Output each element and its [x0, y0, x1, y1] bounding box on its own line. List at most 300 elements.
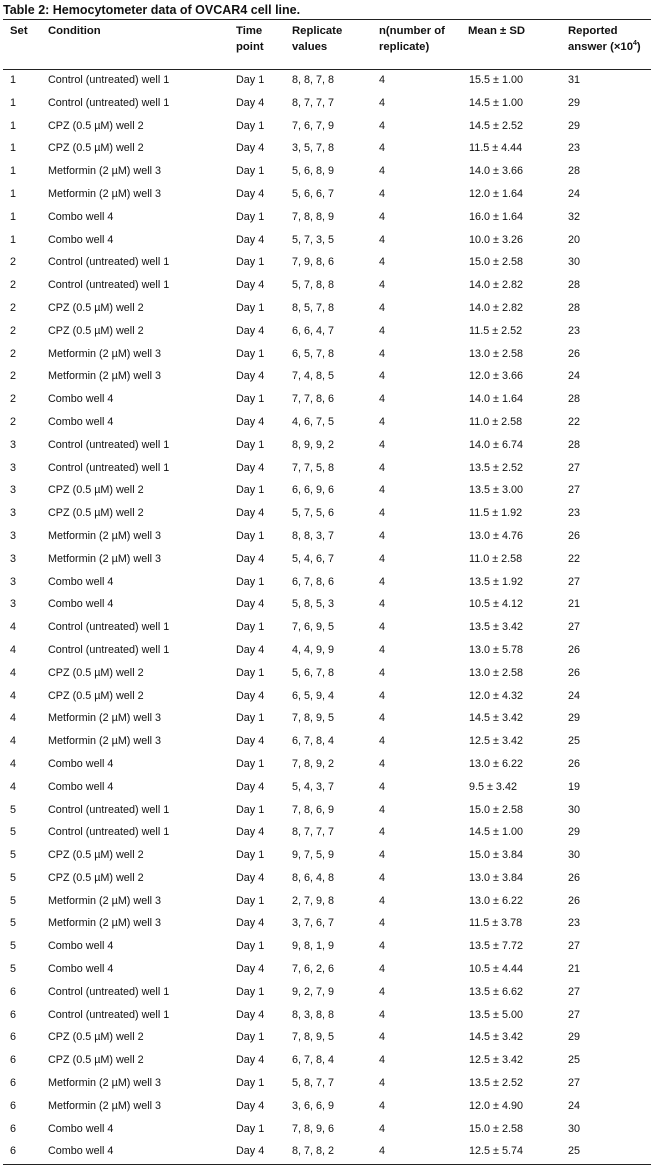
header-replicate-line2: values [292, 41, 328, 53]
cell-reported-answer: 22 [568, 552, 581, 565]
cell-n: 4 [379, 301, 386, 314]
cell-mean-sd: 13.5 ± 2.52 [469, 1077, 523, 1090]
cell-set: 4 [10, 735, 17, 748]
cell-n: 4 [379, 666, 386, 679]
cell-reported-answer: 28 [568, 393, 581, 406]
cell-reported-answer: 27 [568, 940, 581, 953]
cell-n: 4 [379, 575, 386, 588]
cell-n: 4 [379, 985, 386, 998]
cell-mean-sd: 12.0 ± 4.32 [469, 689, 523, 702]
cell-condition: Combo well 4 [48, 757, 114, 770]
cell-time-point: Day 4 [236, 871, 265, 884]
cell-n: 4 [379, 370, 386, 383]
cell-reported-answer: 28 [568, 279, 581, 292]
table-row [3, 458, 651, 481]
cell-condition: CPZ (0.5 µM) well 2 [48, 484, 144, 497]
cell-n: 4 [379, 74, 386, 86]
header-replicate-values [292, 23, 342, 55]
cell-replicate-values: 3, 6, 6, 9 [292, 1099, 335, 1112]
cell-replicate-values: 5, 7, 8, 8 [292, 279, 335, 292]
cell-replicate-values: 6, 7, 8, 4 [292, 735, 335, 748]
hemocytometer-table [3, 19, 651, 1165]
cell-reported-answer: 25 [568, 1054, 581, 1067]
cell-mean-sd: 15.0 ± 2.58 [469, 803, 523, 816]
cell-mean-sd: 10.5 ± 4.44 [469, 963, 523, 976]
table-row [3, 822, 651, 845]
cell-n: 4 [379, 849, 386, 862]
cell-n: 4 [379, 1145, 386, 1158]
cell-set: 3 [10, 461, 17, 474]
table-row [3, 594, 651, 617]
cell-time-point: Day 4 [236, 1099, 265, 1112]
cell-set: 1 [10, 119, 17, 132]
table-row [3, 800, 651, 823]
cell-mean-sd: 15.5 ± 1.00 [469, 74, 523, 86]
cell-set: 6 [10, 1145, 17, 1158]
cell-condition: Combo well 4 [48, 963, 114, 976]
cell-mean-sd: 13.0 ± 2.58 [469, 666, 523, 679]
table-row [3, 754, 651, 777]
table-row [3, 1027, 651, 1050]
cell-set: 3 [10, 438, 17, 451]
cell-set: 6 [10, 1031, 17, 1044]
cell-time-point: Day 4 [236, 643, 265, 656]
cell-reported-answer: 23 [568, 324, 581, 337]
cell-reported-answer: 27 [568, 985, 581, 998]
cell-condition: Combo well 4 [48, 780, 114, 793]
cell-time-point: Day 1 [236, 119, 265, 132]
cell-condition: Combo well 4 [48, 415, 114, 428]
table-row [3, 913, 651, 936]
cell-time-point: Day 4 [236, 96, 265, 109]
cell-condition: CPZ (0.5 µM) well 2 [48, 142, 144, 155]
cell-condition: Combo well 4 [48, 393, 114, 406]
cell-mean-sd: 12.5 ± 3.42 [469, 735, 523, 748]
cell-time-point: Day 4 [236, 187, 265, 200]
cell-set: 2 [10, 347, 17, 360]
cell-set: 2 [10, 370, 17, 383]
cell-condition: CPZ (0.5 µM) well 2 [48, 324, 144, 337]
cell-n: 4 [379, 1077, 386, 1090]
cell-condition: CPZ (0.5 µM) well 2 [48, 507, 144, 520]
cell-reported-answer: 26 [568, 347, 581, 360]
cell-mean-sd: 12.0 ± 3.66 [469, 370, 523, 383]
cell-reported-answer: 25 [568, 1145, 581, 1158]
cell-time-point: Day 4 [236, 780, 265, 793]
cell-n: 4 [379, 119, 386, 132]
cell-time-point: Day 1 [236, 1031, 265, 1044]
cell-n: 4 [379, 871, 386, 884]
cell-reported-answer: 29 [568, 1031, 581, 1044]
cell-condition: Control (untreated) well 1 [48, 1008, 170, 1021]
cell-time-point: Day 4 [236, 233, 265, 246]
header-time-point-line1: Time [236, 25, 263, 37]
table-row [3, 389, 651, 412]
cell-condition: Metformin (2 µM) well 3 [48, 370, 162, 383]
cell-replicate-values: 9, 7, 5, 9 [292, 849, 335, 862]
cell-condition: Control (untreated) well 1 [48, 96, 170, 109]
cell-mean-sd: 14.5 ± 1.00 [469, 96, 523, 109]
table-row [3, 617, 651, 640]
cell-set: 1 [10, 96, 17, 109]
cell-condition: CPZ (0.5 µM) well 2 [48, 849, 144, 862]
table-row [3, 412, 651, 435]
cell-replicate-values: 2, 7, 9, 8 [292, 894, 335, 907]
cell-set: 5 [10, 849, 17, 862]
cell-condition: CPZ (0.5 µM) well 2 [48, 119, 144, 132]
cell-reported-answer: 24 [568, 370, 581, 383]
cell-set: 1 [10, 187, 17, 200]
cell-replicate-values: 9, 2, 7, 9 [292, 985, 335, 998]
cell-n: 4 [379, 621, 386, 634]
cell-reported-answer: 27 [568, 1008, 581, 1021]
cell-time-point: Day 1 [236, 803, 265, 816]
cell-time-point: Day 4 [236, 917, 265, 930]
cell-mean-sd: 13.0 ± 4.76 [469, 529, 523, 542]
table-row [3, 435, 651, 458]
table-row [3, 230, 651, 253]
cell-n: 4 [379, 826, 386, 839]
cell-set: 5 [10, 803, 17, 816]
cell-set: 4 [10, 757, 17, 770]
cell-set: 3 [10, 529, 17, 542]
cell-replicate-values: 8, 5, 7, 8 [292, 301, 335, 314]
cell-condition: CPZ (0.5 µM) well 2 [48, 1054, 144, 1067]
cell-condition: Combo well 4 [48, 233, 114, 246]
header-answer-exponent: 4 [633, 40, 637, 48]
cell-time-point: Day 1 [236, 1077, 265, 1090]
cell-reported-answer: 21 [568, 963, 581, 976]
cell-time-point: Day 1 [236, 940, 265, 953]
cell-replicate-values: 3, 5, 7, 8 [292, 142, 335, 155]
cell-time-point: Day 1 [236, 165, 265, 178]
cell-time-point: Day 1 [236, 712, 265, 725]
table-row [3, 1096, 651, 1119]
cell-time-point: Day 4 [236, 461, 265, 474]
cell-set: 4 [10, 780, 17, 793]
cell-mean-sd: 14.5 ± 3.42 [469, 712, 523, 725]
cell-mean-sd: 13.5 ± 3.00 [469, 484, 523, 497]
cell-time-point: Day 1 [236, 757, 265, 770]
table-row [3, 321, 651, 344]
table-row [3, 731, 651, 754]
cell-reported-answer: 24 [568, 1099, 581, 1112]
cell-n: 4 [379, 347, 386, 360]
cell-reported-answer: 23 [568, 142, 581, 155]
cell-mean-sd: 13.5 ± 2.52 [469, 461, 523, 474]
cell-mean-sd: 14.5 ± 1.00 [469, 826, 523, 839]
cell-set: 2 [10, 393, 17, 406]
cell-n: 4 [379, 940, 386, 953]
table-row [3, 138, 651, 161]
cell-condition: Metformin (2 µM) well 3 [48, 1077, 162, 1090]
cell-condition: Metformin (2 µM) well 3 [48, 894, 162, 907]
cell-time-point: Day 1 [236, 301, 265, 314]
cell-n: 4 [379, 256, 386, 269]
cell-replicate-values: 6, 5, 7, 8 [292, 347, 335, 360]
table-row [3, 549, 651, 572]
cell-replicate-values: 5, 8, 5, 3 [292, 598, 335, 611]
cell-replicate-values: 4, 4, 9, 9 [292, 643, 335, 656]
cell-mean-sd: 12.5 ± 3.42 [469, 1054, 523, 1067]
table-row [3, 116, 651, 139]
cell-reported-answer: 29 [568, 826, 581, 839]
cell-mean-sd: 11.0 ± 2.58 [469, 415, 523, 428]
cell-reported-answer: 20 [568, 233, 581, 246]
cell-mean-sd: 12.5 ± 5.74 [469, 1145, 523, 1158]
table-row [3, 298, 651, 321]
cell-condition: Control (untreated) well 1 [48, 985, 170, 998]
table-row [3, 1050, 651, 1073]
cell-n: 4 [379, 529, 386, 542]
cell-replicate-values: 6, 7, 8, 4 [292, 1054, 335, 1067]
cell-time-point: Day 4 [236, 552, 265, 565]
cell-condition: Metformin (2 µM) well 3 [48, 552, 162, 565]
table-row [3, 1073, 651, 1096]
cell-time-point: Day 4 [236, 279, 265, 292]
table-row [3, 777, 651, 800]
cell-reported-answer: 27 [568, 484, 581, 497]
cell-reported-answer: 28 [568, 301, 581, 314]
cell-time-point: Day 4 [236, 370, 265, 383]
cell-reported-answer: 19 [568, 780, 581, 793]
cell-replicate-values: 7, 8, 9, 6 [292, 1122, 335, 1135]
cell-mean-sd: 13.0 ± 2.58 [469, 347, 523, 360]
cell-condition: Control (untreated) well 1 [48, 74, 170, 86]
cell-replicate-values: 7, 8, 6, 9 [292, 803, 335, 816]
table-row [3, 1005, 651, 1028]
cell-mean-sd: 13.5 ± 6.62 [469, 985, 523, 998]
cell-time-point: Day 4 [236, 1054, 265, 1067]
cell-replicate-values: 7, 8, 9, 5 [292, 712, 335, 725]
cell-condition: CPZ (0.5 µM) well 2 [48, 689, 144, 702]
cell-n: 4 [379, 279, 386, 292]
cell-set: 5 [10, 826, 17, 839]
cell-condition: CPZ (0.5 µM) well 2 [48, 301, 144, 314]
cell-mean-sd: 15.0 ± 2.58 [469, 1122, 523, 1135]
header-n-line2: replicate) [379, 41, 430, 53]
cell-replicate-values: 6, 7, 8, 6 [292, 575, 335, 588]
cell-set: 6 [10, 1099, 17, 1112]
cell-reported-answer: 29 [568, 119, 581, 132]
cell-mean-sd: 13.5 ± 7.72 [469, 940, 523, 953]
cell-reported-answer: 30 [568, 803, 581, 816]
cell-replicate-values: 6, 6, 9, 6 [292, 484, 335, 497]
cell-replicate-values: 7, 6, 7, 9 [292, 119, 335, 132]
cell-time-point: Day 4 [236, 826, 265, 839]
cell-replicate-values: 7, 8, 9, 5 [292, 1031, 335, 1044]
cell-mean-sd: 11.5 ± 4.44 [469, 142, 523, 155]
cell-set: 1 [10, 233, 17, 246]
cell-time-point: Day 1 [236, 666, 265, 679]
table-row [3, 1141, 651, 1164]
cell-mean-sd: 15.0 ± 2.58 [469, 256, 523, 269]
cell-reported-answer: 28 [568, 438, 581, 451]
cell-time-point: Day 4 [236, 1008, 265, 1021]
cell-condition: Combo well 4 [48, 575, 114, 588]
cell-mean-sd: 12.0 ± 4.90 [469, 1099, 523, 1112]
cell-reported-answer: 26 [568, 529, 581, 542]
cell-replicate-values: 7, 8, 8, 9 [292, 210, 335, 223]
cell-time-point: Day 1 [236, 256, 265, 269]
cell-condition: Control (untreated) well 1 [48, 279, 170, 292]
table-body [3, 70, 651, 1164]
cell-replicate-values: 8, 9, 9, 2 [292, 438, 335, 451]
header-answer-line1: Reported [568, 25, 618, 37]
table-row [3, 207, 651, 230]
table-row [3, 480, 651, 503]
cell-time-point: Day 1 [236, 1122, 265, 1135]
cell-time-point: Day 1 [236, 438, 265, 451]
cell-set: 4 [10, 666, 17, 679]
cell-set: 6 [10, 1077, 17, 1090]
cell-condition: Control (untreated) well 1 [48, 803, 170, 816]
table-row [3, 252, 651, 275]
cell-mean-sd: 14.0 ± 6.74 [469, 438, 523, 451]
cell-n: 4 [379, 507, 386, 520]
cell-condition: Combo well 4 [48, 1145, 114, 1158]
cell-mean-sd: 14.0 ± 3.66 [469, 165, 523, 178]
cell-set: 5 [10, 871, 17, 884]
cell-condition: Combo well 4 [48, 598, 114, 611]
cell-replicate-values: 7, 4, 8, 5 [292, 370, 335, 383]
cell-reported-answer: 27 [568, 461, 581, 474]
table-row [3, 868, 651, 891]
header-time-point-line2: point [236, 41, 264, 53]
cell-replicate-values: 5, 4, 3, 7 [292, 780, 335, 793]
cell-mean-sd: 14.5 ± 3.42 [469, 1031, 523, 1044]
cell-set: 2 [10, 301, 17, 314]
cell-condition: Metformin (2 µM) well 3 [48, 529, 162, 542]
cell-condition: Metformin (2 µM) well 3 [48, 735, 162, 748]
cell-reported-answer: 23 [568, 917, 581, 930]
cell-mean-sd: 13.0 ± 3.84 [469, 871, 523, 884]
cell-reported-answer: 22 [568, 415, 581, 428]
cell-condition: Control (untreated) well 1 [48, 256, 170, 269]
header-set: Set [10, 25, 28, 37]
cell-n: 4 [379, 438, 386, 451]
cell-set: 2 [10, 415, 17, 428]
cell-set: 5 [10, 917, 17, 930]
cell-condition: CPZ (0.5 µM) well 2 [48, 1031, 144, 1044]
header-answer-close: ) [636, 41, 641, 53]
header-n-line1: n(number of [379, 25, 445, 37]
cell-mean-sd: 14.0 ± 2.82 [469, 301, 523, 314]
cell-set: 6 [10, 1054, 17, 1067]
table-row [3, 640, 651, 663]
cell-replicate-values: 8, 6, 4, 8 [292, 871, 335, 884]
cell-set: 2 [10, 324, 17, 337]
table-row [3, 344, 651, 367]
cell-time-point: Day 1 [236, 393, 265, 406]
cell-mean-sd: 14.5 ± 2.52 [469, 119, 523, 132]
cell-set: 6 [10, 985, 17, 998]
cell-mean-sd: 16.0 ± 1.64 [469, 210, 523, 223]
cell-reported-answer: 27 [568, 621, 581, 634]
cell-time-point: Day 1 [236, 529, 265, 542]
cell-set: 4 [10, 621, 17, 634]
cell-condition: Metformin (2 µM) well 3 [48, 347, 162, 360]
header-condition: Condition [48, 25, 101, 37]
cell-n: 4 [379, 757, 386, 770]
cell-n: 4 [379, 210, 386, 223]
table-row [3, 70, 651, 93]
cell-reported-answer: 29 [568, 712, 581, 725]
cell-replicate-values: 4, 6, 7, 5 [292, 415, 335, 428]
cell-set: 5 [10, 894, 17, 907]
cell-condition: CPZ (0.5 µM) well 2 [48, 666, 144, 679]
cell-replicate-values: 7, 6, 9, 5 [292, 621, 335, 634]
cell-condition: Metformin (2 µM) well 3 [48, 165, 162, 178]
cell-replicate-values: 8, 3, 8, 8 [292, 1008, 335, 1021]
table-row [3, 161, 651, 184]
cell-n: 4 [379, 643, 386, 656]
cell-set: 5 [10, 963, 17, 976]
cell-reported-answer: 31 [568, 74, 581, 86]
cell-condition: Metformin (2 µM) well 3 [48, 187, 162, 200]
cell-replicate-values: 7, 7, 8, 6 [292, 393, 335, 406]
cell-mean-sd: 14.0 ± 2.82 [469, 279, 523, 292]
table-row [3, 708, 651, 731]
cell-time-point: Day 1 [236, 894, 265, 907]
table-row [3, 686, 651, 709]
cell-replicate-values: 5, 7, 5, 6 [292, 507, 335, 520]
cell-replicate-values: 7, 8, 9, 2 [292, 757, 335, 770]
table-row [3, 184, 651, 207]
cell-n: 4 [379, 803, 386, 816]
cell-n: 4 [379, 735, 386, 748]
cell-replicate-values: 8, 7, 7, 7 [292, 96, 335, 109]
cell-replicate-values: 5, 4, 6, 7 [292, 552, 335, 565]
cell-replicate-values: 7, 7, 5, 8 [292, 461, 335, 474]
cell-condition: Control (untreated) well 1 [48, 621, 170, 634]
cell-n: 4 [379, 917, 386, 930]
cell-set: 1 [10, 142, 17, 155]
cell-reported-answer: 26 [568, 666, 581, 679]
cell-set: 4 [10, 712, 17, 725]
cell-replicate-values: 7, 9, 8, 6 [292, 256, 335, 269]
cell-n: 4 [379, 187, 386, 200]
cell-replicate-values: 8, 8, 3, 7 [292, 529, 335, 542]
cell-mean-sd: 10.0 ± 3.26 [469, 233, 523, 246]
cell-mean-sd: 15.0 ± 3.84 [469, 849, 523, 862]
cell-mean-sd: 11.5 ± 2.52 [469, 324, 523, 337]
cell-condition: Control (untreated) well 1 [48, 826, 170, 839]
cell-mean-sd: 13.0 ± 6.22 [469, 757, 523, 770]
table-row [3, 572, 651, 595]
cell-time-point: Day 4 [236, 1145, 265, 1158]
cell-set: 6 [10, 1008, 17, 1021]
cell-replicate-values: 9, 8, 1, 9 [292, 940, 335, 953]
cell-reported-answer: 23 [568, 507, 581, 520]
cell-mean-sd: 10.5 ± 4.12 [469, 598, 523, 611]
cell-reported-answer: 25 [568, 735, 581, 748]
cell-n: 4 [379, 96, 386, 109]
cell-time-point: Day 1 [236, 575, 265, 588]
cell-n: 4 [379, 415, 386, 428]
cell-reported-answer: 21 [568, 598, 581, 611]
table-title: Table 2: Hemocytometer data of OVCAR4 cell line. [3, 3, 301, 17]
cell-set: 4 [10, 689, 17, 702]
cell-reported-answer: 29 [568, 96, 581, 109]
cell-mean-sd: 13.5 ± 5.00 [469, 1008, 523, 1021]
cell-mean-sd: 11.5 ± 3.78 [469, 917, 523, 930]
cell-reported-answer: 27 [568, 575, 581, 588]
cell-time-point: Day 4 [236, 963, 265, 976]
cell-time-point: Day 4 [236, 507, 265, 520]
cell-n: 4 [379, 780, 386, 793]
table-header-row [3, 20, 651, 70]
